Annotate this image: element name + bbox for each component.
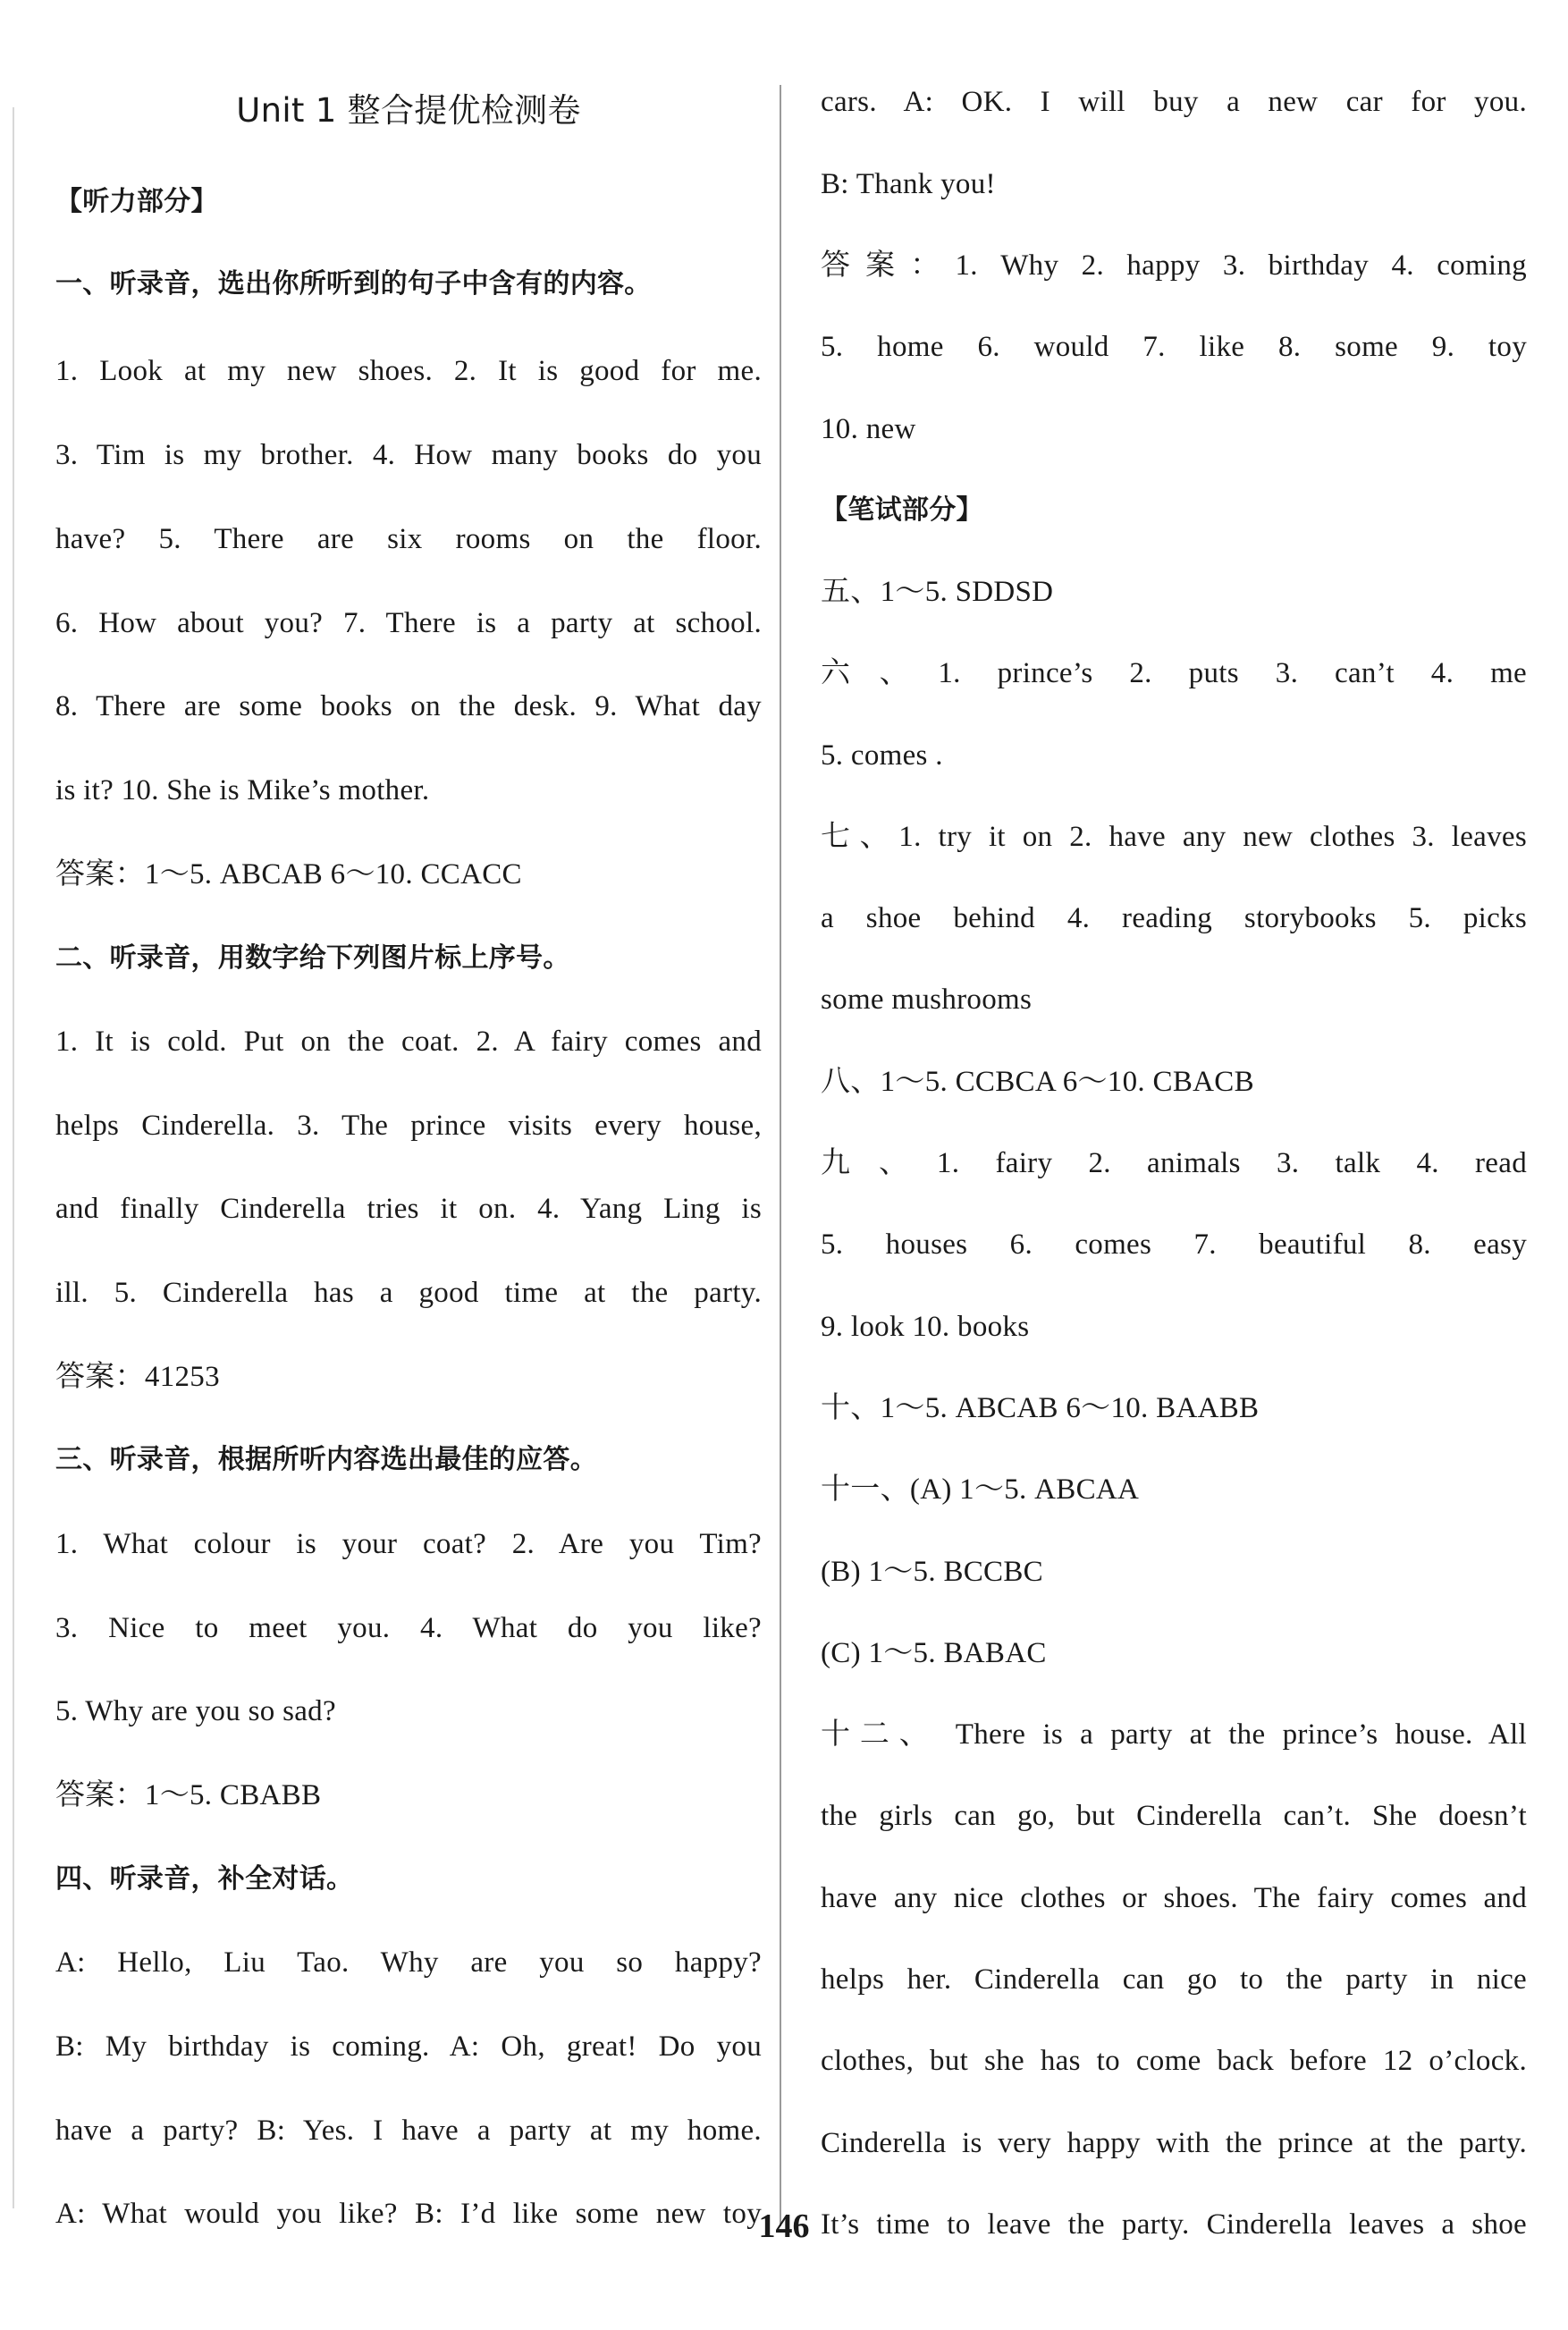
answer-line: a shoe behind 4. reading storybooks 5. picks — [821, 902, 1527, 934]
page-title: Unit 1 整合提优检测卷 — [236, 91, 581, 130]
dialogue-line: B: Thank you! — [821, 168, 996, 200]
text-line: and finally Cinderella tries it on. 4. Yang Ling is — [55, 1193, 762, 1225]
text-line: 3. Tim is my brother. 4. How many books do you — [55, 439, 762, 471]
passage-line: It’s time to leave the party. Cinderella leaves a shoe — [821, 2208, 1527, 2241]
passage-line: the girls can go, but Cinderella can’t. She doesn’t — [821, 1800, 1527, 1832]
passage-line: clothes, but she has to come back before 12 o’clock. — [821, 2045, 1527, 2077]
answer-line: 9. look 10. books — [821, 1311, 1030, 1343]
answer-line: (C) 1～5. BABAC — [821, 1637, 1047, 1669]
text-line: 8. There are some books on the desk. 9. What day — [55, 690, 762, 722]
dialogue-line: B: My birthday is coming. A: Oh, great! Do you — [55, 2030, 762, 2063]
section-4-answer: 10. new — [821, 413, 916, 445]
passage-line: have any nice clothes or shoes. The fairy comes and — [821, 1882, 1527, 1914]
answer-line: 七、1. try it on 2. have any new clothes 3. leaves — [821, 821, 1527, 853]
dialogue-line: cars. A: OK. I will buy a new car for you. — [821, 86, 1527, 118]
section-3-heading: 三、听录音，根据所听内容选出最佳的应答。 — [55, 1444, 597, 1475]
text-line: 1. What colour is your coat? 2. Are you Tim? — [55, 1528, 762, 1560]
section-4-answer: 答案：1. Why 2. happy 3. birthday 4. coming — [821, 249, 1527, 282]
page-number: 146 — [758, 2208, 810, 2245]
section-4-heading: 四、听录音，补全对话。 — [55, 1863, 354, 1895]
text-line: ill. 5. Cinderella has a good time at the party. — [55, 1277, 762, 1309]
section-3-answer: 答案：1～5. CBABB — [55, 1779, 322, 1811]
dialogue-line: have a party? B: Yes. I have a party at my home. — [55, 2115, 762, 2147]
text-line: have? 5. There are six rooms on the floor. — [55, 523, 762, 555]
answer-line: 十一、(A) 1～5. ABCAA — [821, 1473, 1140, 1506]
passage-line: helps her. Cinderella can go to the party in nice — [821, 1963, 1527, 1996]
answer-line: 九、1. fairy 2. animals 3. talk 4. read — [821, 1147, 1527, 1179]
text-line: 6. How about you? 7. There is a party at school. — [55, 607, 762, 639]
listening-section-header: 【听力部分】 — [55, 186, 218, 217]
answer-line: 十、1～5. ABCAB 6～10. BAABB — [821, 1392, 1260, 1424]
text-line: 5. Why are you so sad? — [55, 1695, 336, 1727]
text-line: 3. Nice to meet you. 4. What do you like? — [55, 1612, 762, 1644]
text-line: 1. It is cold. Put on the coat. 2. A fairy comes and — [55, 1026, 762, 1058]
answer-line: some mushrooms — [821, 983, 1033, 1016]
passage-line: 十二、 There is a party at the prince’s house. All — [821, 1718, 1527, 1751]
text-line: is it? 10. She is Mike’s mother. — [55, 774, 430, 806]
answer-line: 5. houses 6. comes 7. beautiful 8. easy — [821, 1228, 1527, 1261]
answer-line: 五、1～5. SDDSD — [821, 576, 1054, 608]
written-section-header: 【笔试部分】 — [821, 494, 983, 526]
page-edge-shadow — [13, 107, 14, 2208]
section-1-heading: 一、听录音，选出你所听到的句子中含有的内容。 — [55, 268, 652, 300]
answer-line: 5. comes . — [821, 739, 943, 772]
section-2-answer: 答案：41253 — [55, 1361, 220, 1393]
text-line: 1. Look at my new shoes. 2. It is good for me. — [55, 355, 762, 387]
passage-line: Cinderella is very happy with the prince at the party. — [821, 2127, 1527, 2159]
section-2-heading: 二、听录音，用数字给下列图片标上序号。 — [55, 942, 570, 974]
dialogue-line: A: Hello, Liu Tao. Why are you so happy? — [55, 1946, 762, 1979]
column-divider — [780, 85, 781, 2226]
section-4-answer: 5. home 6. would 7. like 8. some 9. toy — [821, 331, 1527, 363]
answer-line: 六、1. prince’s 2. puts 3. can’t 4. me — [821, 657, 1527, 689]
answer-line: (B) 1～5. BCCBC — [821, 1556, 1043, 1588]
section-1-answer: 答案：1～5. ABCAB 6～10. CCACC — [55, 858, 522, 891]
text-line: helps Cinderella. 3. The prince visits every house, — [55, 1110, 762, 1142]
dialogue-line: A: What would you like? B: I’d like some new toy — [55, 2198, 762, 2230]
answer-line: 八、1～5. CCBCA 6～10. CBACB — [821, 1066, 1254, 1098]
